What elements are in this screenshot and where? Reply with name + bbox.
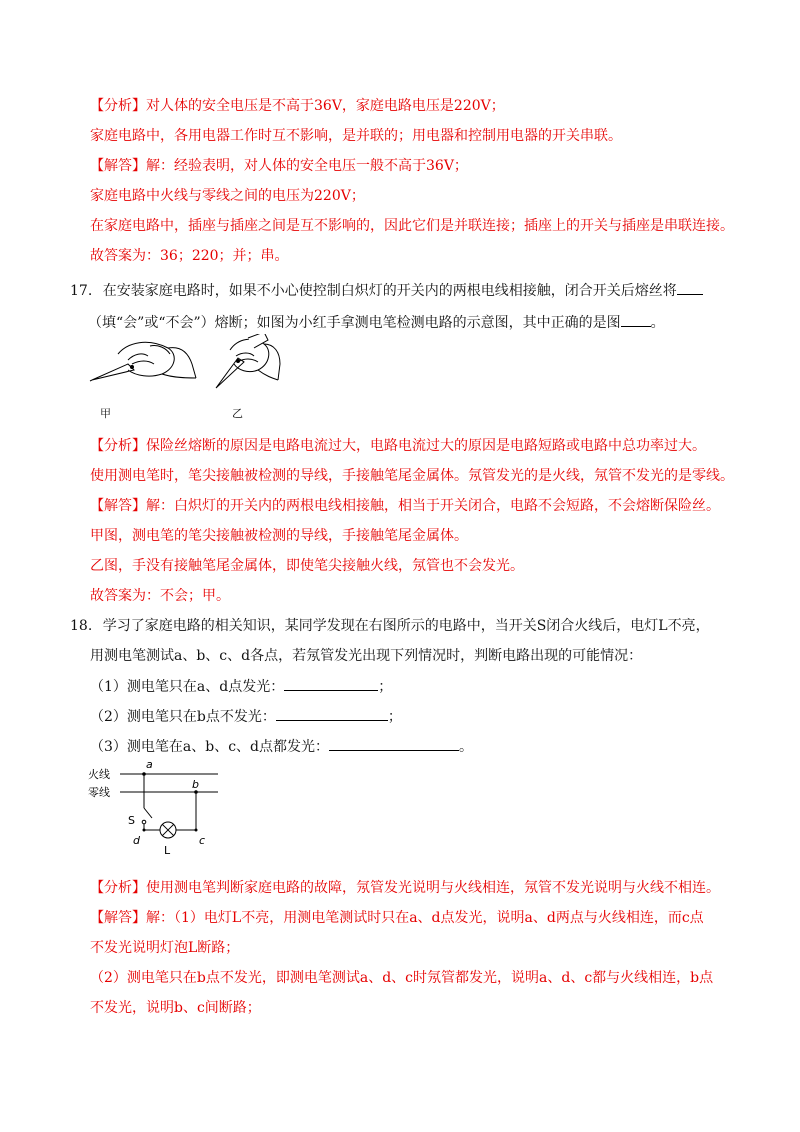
circuit-label-l: L xyxy=(164,844,171,857)
q18-solution-line-3: （2）测电笔只在b点不发光，即测电笔测试a、d、c时氖管都发光，说明a、d、c都与火线相连，b点 xyxy=(90,970,714,986)
node-a xyxy=(142,772,146,776)
q18-item-1-label: （1）测电笔只在a、d点发光： xyxy=(90,679,285,695)
test-pen-hands-illustration xyxy=(88,334,288,394)
q17-text-1: 在安装家庭电路时，如果不小心使控制白炽灯的开关内的两根电线相接触，闭合开关后熔丝将 xyxy=(102,283,677,299)
q18-item-2-end: ； xyxy=(387,709,402,725)
q17-stem-line-1 xyxy=(70,280,703,301)
q17-solution-line-2: 甲图，测电笔的笔尖接触被检测的导线，手接触笔尾金属体。 xyxy=(90,528,468,544)
q17-answer: 故答案为：不会；甲。 xyxy=(90,588,230,604)
q17-figure-label-b: 乙 xyxy=(232,407,243,420)
q17-solution-line-1: 【解答】解：白炽灯的开关内的两根电线相接触，相当于开关闭合，电路不会短路，不会熔断保险丝。 xyxy=(90,498,720,514)
q17-analysis-line-2: 使用测电笔时，笔尖接触被检测的导线，手接触笔尾金属体。氖管发光的是火线，氖管不发光的是零线。 xyxy=(90,468,734,484)
q17-blank-2 xyxy=(621,312,651,327)
node-c xyxy=(195,829,198,832)
circuit-label-c: c xyxy=(199,834,206,847)
q18-solution-line-1: 【解答】解：（1）电灯L不亮，用测电笔测试时只在a、d点发光，说明a、d两点与火线相连，而c点 xyxy=(90,910,704,926)
q17-text-2a: （填“会”或“不会”）熔断；如图为小红手拿测电笔检测电路的示意图，其中正确的是图 xyxy=(88,315,621,331)
q18-text-1: 学习了家庭电路的相关知识，某同学发现在右图所示的电路中，当开关S闭合火线后，电灯L不亮， xyxy=(102,618,710,634)
q16-solution-line-1: 【解答】解：经验表明，对人体的安全电压一般不高于36V； xyxy=(90,158,468,174)
q18-item-2-label: （2）测电笔只在b点不发光： xyxy=(90,709,276,725)
q17-analysis-line-1: 【分析】保险丝熔断的原因是电路电流过大，电路电流过大的原因是电路短路或电路中总功率过大。 xyxy=(90,438,706,454)
q18-item-3 xyxy=(90,736,473,757)
household-circuit-diagram xyxy=(88,758,228,858)
q17-blank-1 xyxy=(677,280,703,295)
q18-solution-line-2: 不发光说明灯泡L断路； xyxy=(90,940,240,956)
switch-s xyxy=(144,808,152,818)
q18-item-1-blank xyxy=(284,676,378,691)
q17-number: 17. xyxy=(70,283,93,299)
q16-analysis-line-1: 【分析】对人体的安全电压是不高于36V，家庭电路电压是220V； xyxy=(90,98,505,114)
q17-text-2b: 。 xyxy=(650,315,665,331)
q17-stem-line-2 xyxy=(88,312,665,333)
q17-figure xyxy=(88,334,288,394)
circuit-label-b: b xyxy=(192,778,199,791)
q18-stem-line-1 xyxy=(70,616,710,636)
q16-solution-line-3: 在家庭电路中，插座与插座之间是互不影响的，因此它们是并联连接；插座上的开关与插座是串联连接。 xyxy=(90,218,734,234)
q18-item-3-end: 。 xyxy=(459,739,474,755)
q16-answer: 故答案为：36；220；并；串。 xyxy=(90,248,289,264)
q18-item-3-blank xyxy=(329,736,459,751)
q18-number: 18. xyxy=(70,618,93,634)
q17-solution-line-3: 乙图，手没有接触笔尾金属体，即使笔尖接触火线，氖管也不会发光。 xyxy=(90,558,524,574)
q18-text-2: 用测电笔测试a、b、c、d各点，若氖管发光出现下列情况时，判断电路出现的可能情况： xyxy=(90,648,643,664)
q18-item-3-label: （3）测电笔在a、b、c、d点都发光： xyxy=(90,739,330,755)
circuit-label-d: d xyxy=(133,834,140,847)
circuit-label-a: a xyxy=(146,758,153,771)
q18-item-2 xyxy=(90,706,402,727)
q18-item-2-blank xyxy=(276,706,388,721)
q18-circuit-diagram xyxy=(88,758,228,858)
q17-figure-label-a: 甲 xyxy=(100,407,111,420)
q16-analysis-line-2: 家庭电路中，各用电器工作时互不影响，是并联的；用电器和控制用电器的开关串联。 xyxy=(90,128,622,144)
q18-item-1 xyxy=(90,676,392,697)
circuit-label-s: S xyxy=(128,814,135,827)
circuit-label-neutral: 零线 xyxy=(88,786,110,799)
node-d xyxy=(143,829,146,832)
q18-item-1-end: ； xyxy=(378,679,393,695)
q18-analysis-line-1: 【分析】使用测电笔判断家庭电路的故障，氖管发光说明与火线相连，氖管不发光说明与火线不相连。 xyxy=(90,880,720,896)
circuit-label-live: 火线 xyxy=(88,768,110,781)
q16-solution-line-2: 家庭电路中火线与零线之间的电压为220V； xyxy=(90,188,365,204)
q18-solution-line-4: 不发光，说明b、c间断路； xyxy=(90,1000,261,1016)
